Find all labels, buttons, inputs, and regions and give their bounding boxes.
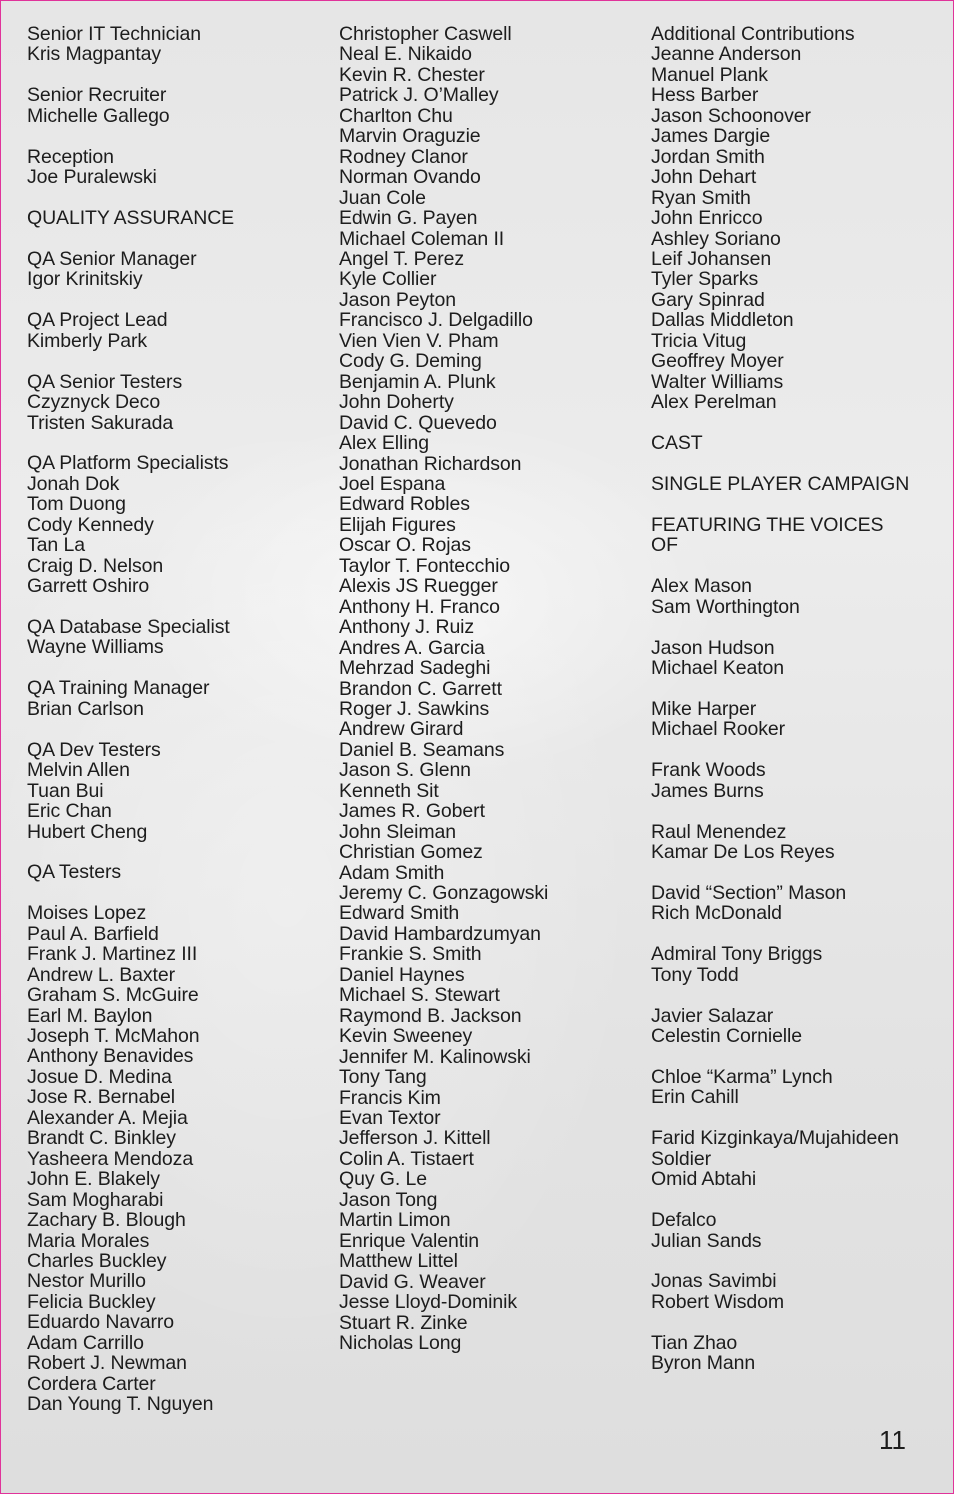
credit-line: Jose R. Bernabel [27,1086,175,1109]
credit-heading: Chloe “Karma” Lynch [651,1065,833,1088]
credit-line: David G. Weaver [339,1270,486,1293]
credit-heading: David “Section” Mason [651,881,847,904]
credit-line: Brandon C. Garrett [339,677,502,700]
credit-line: Rodney Clanor [339,145,468,168]
credit-line: Jordan Smith [651,145,765,168]
credit-line: Ryan Smith [651,186,751,209]
credit-line: Felicia Buckley [27,1290,156,1313]
credit-line: Adam Smith [339,861,445,884]
credit-line: Nicholas Long [339,1332,462,1354]
credit-line: Jefferson J. Kittell [339,1127,491,1150]
credit-line: Angel T. Perez [339,247,465,270]
credit-line: Daniel Haynes [339,963,465,986]
credit-line: Robert J. Newman [27,1352,187,1375]
credit-line: Kyle Collier [339,268,437,291]
credit-line: Jason S. Glenn [339,759,471,782]
credit-line: Kimberly Park [27,329,148,352]
credit-heading: Senior IT Technician [27,23,201,45]
credit-line: Quy G. Le [339,1168,427,1191]
credit-line: Cody Kennedy [27,513,154,536]
credit-group [339,24,639,1353]
credit-line: Tony Tang [339,1066,427,1089]
credit-line: Alexis JS Ruegger [339,575,498,598]
credit-line: Charles Buckley [27,1250,167,1272]
credit-line: Norman Ovando [339,166,481,189]
credit-group [27,453,327,596]
credit-line: Colin A. Tistaert [339,1147,474,1170]
credit-group [651,883,941,924]
credit-line: Taylor T. Fontecchio [339,554,511,577]
credit-line: Kevin R. Chester [339,63,485,86]
credit-group [651,515,941,556]
credit-line: OF [651,534,678,557]
credit-heading: CAST [651,432,703,455]
credit-group [651,760,941,801]
credit-heading: Reception [27,145,114,168]
credit-group [651,1067,941,1108]
credit-line: Tom Duong [27,493,126,516]
credit-line: Sam Mogharabi [27,1188,164,1211]
credits-column-2 [339,24,639,1374]
credit-line: Elijah Figures [339,513,456,536]
credit-line: Julian Sands [651,1229,762,1252]
credit-heading: FEATURING THE VOICES [651,513,884,536]
credit-heading: QA Training Manager [27,677,210,700]
credit-line: Kevin Sweeney [339,1025,473,1048]
credit-line: Charlton Chu [339,104,453,127]
credit-line: Robert Wisdom [651,1290,785,1313]
credit-line: Ashley Soriano [651,227,781,250]
credit-line: Josue D. Medina [27,1065,172,1088]
credit-group [651,822,941,863]
credits-column-1 [27,24,327,1435]
credit-group [27,678,327,719]
credit-heading: Raul Menendez [651,820,787,843]
credit-line: Jeanne Anderson [651,43,802,66]
credit-line: John E. Blakely [27,1168,160,1191]
credit-heading: Jason Hudson [651,636,775,659]
credit-line: Evan Textor [339,1107,441,1130]
credit-line: Tuan Bui [27,779,104,802]
page-number: 11 [879,1425,906,1455]
credit-line: Roger J. Sawkins [339,697,490,720]
credit-line: Brandt C. Binkley [27,1127,176,1150]
credit-line: Neal E. Nikaido [339,43,472,66]
credit-group [651,576,941,617]
credit-line: Francis Kim [339,1086,441,1109]
credit-line: John Enricco [651,207,763,230]
credit-line: Daniel B. Seamans [339,738,505,761]
credit-line: Eduardo Navarro [27,1311,174,1334]
credit-line: Walter Williams [651,370,784,393]
credit-heading: Frank Woods [651,759,766,782]
credit-line: Tyler Sparks [651,268,759,291]
credit-line: Craig D. Nelson [27,554,164,577]
credit-heading: Jonas Savimbi [651,1270,777,1293]
credit-line: Cordera Carter [27,1372,156,1395]
credit-line: David Hambardzumyan [339,922,541,945]
credit-line: Wayne Williams [27,636,164,659]
credit-line: Omid Abtahi [651,1168,757,1191]
credit-line: Patrick J. O’Malley [339,84,499,107]
credit-line: Melvin Allen [27,759,130,782]
credit-line: Frankie S. Smith [339,943,482,966]
credit-group [27,740,327,842]
credit-line: David C. Quevedo [339,411,497,434]
credit-line: Marvin Oraguzie [339,125,481,148]
credit-heading: Additional Contributions [651,23,855,45]
credit-line: John Dehart [651,166,757,189]
credit-line: Hubert Cheng [27,820,148,843]
credit-line: Adam Carrillo [27,1331,144,1354]
credit-line: Michael S. Stewart [339,984,500,1007]
credit-line: Andrew L. Baxter [27,963,175,986]
credit-line: Geoffrey Moyer [651,350,784,373]
credit-line: Jonah Dok [27,472,120,495]
credit-line: Michael Keaton [651,656,785,679]
credit-line: Jonathan Richardson [339,452,522,475]
credit-line: Mehrzad Sadeghi [339,657,491,680]
credit-group [651,699,941,740]
credit-line: Gary Spinrad [651,288,765,311]
credit-line: John Sleiman [339,820,456,843]
credit-line: Rich McDonald [651,902,782,925]
credit-heading: Alex Mason [651,575,752,598]
credit-line: Tricia Vitug [651,329,747,352]
credit-line: Michael Rooker [651,718,786,741]
credit-line: Jason Tong [339,1188,438,1211]
credit-heading: Moises Lopez [27,902,147,925]
credit-line: Michael Coleman II [339,227,505,250]
credit-line: Earl M. Baylon [27,1004,153,1027]
credit-heading: Javier Salazar [651,1004,774,1027]
credit-line: Enrique Valentin [339,1229,480,1252]
credit-line: Michelle Gallego [27,104,170,127]
credit-line: Oscar O. Rojas [339,534,471,557]
credit-group [651,1006,941,1047]
credit-line: Raymond B. Jackson [339,1004,522,1027]
credit-group [651,1271,941,1312]
credit-line: Dan Young T. Nguyen [27,1393,214,1416]
credit-group [27,147,327,188]
credit-line: Nestor Murillo [27,1270,146,1293]
credit-heading: QA Testers [27,861,122,884]
credit-line: Cody G. Deming [339,350,482,373]
credit-line: Soldier [651,1147,711,1170]
credit-heading: Senior Recruiter [27,84,167,107]
credit-line: Dallas Middleton [651,309,794,332]
credit-group [651,944,941,985]
credit-line: Jennifer M. Kalinowski [339,1045,531,1068]
credit-heading: Tian Zhao [651,1331,738,1354]
credit-line: James R. Gobert [339,800,485,823]
credit-line: Byron Mann [651,1352,756,1375]
credit-line: Tristen Sakurada [27,411,174,434]
credit-heading: Farid Kizginkaya/Mujahideen [651,1127,899,1150]
credit-heading: QA Senior Manager [27,247,197,270]
credit-heading: QA Project Lead [27,309,168,332]
credit-group [651,638,941,679]
credit-line: Maria Morales [27,1229,150,1252]
credit-line: Kenneth Sit [339,779,439,802]
credit-line: Joseph T. McMahon [27,1025,200,1048]
credit-line: Martin Limon [339,1209,451,1232]
credit-group [651,1128,941,1189]
credit-heading: Admiral Tony Briggs [651,943,823,966]
credit-line: Czyznyck Deco [27,391,161,414]
credit-group [27,862,327,882]
credit-line: Kamar De Los Reyes [651,841,835,863]
credit-line: James Dargie [651,125,771,148]
credit-line: Yasheera Mendoza [27,1147,194,1170]
credit-line: Alex Elling [339,432,429,455]
credit-line: Manuel Plank [651,63,768,86]
credit-line: Edward Robles [339,493,470,516]
credit-line: Christian Gomez [339,841,483,864]
credit-line: Joel Espana [339,472,446,495]
credit-line: Andres A. Garcia [339,636,485,659]
credit-line: Brian Carlson [27,697,144,720]
credit-line: Frank J. Martinez III [27,943,198,966]
credit-line: Paul A. Barfield [27,922,159,945]
credit-group [651,24,941,413]
credit-group [27,249,327,290]
credit-line: Alexander A. Mejia [27,1106,188,1129]
credit-line: Matthew Littel [339,1250,458,1273]
credit-line: Jesse Lloyd-Dominik [339,1291,517,1314]
credit-line: Joe Puralewski [27,166,157,189]
credit-line: John Doherty [339,391,454,414]
credit-line: Tan La [27,534,85,557]
credit-line: Zachary B. Blough [27,1209,186,1232]
credit-line: Jason Schoonover [651,104,811,127]
credit-group [27,208,327,228]
credit-line: Vien Vien V. Pham [339,329,499,352]
credit-heading: SINGLE PLAYER CAMPAIGN [651,472,910,495]
credit-line: Anthony J. Ruiz [339,616,475,639]
credit-group [27,903,327,1414]
credit-group [27,24,327,65]
credit-group [651,1210,941,1251]
credit-group [651,474,941,494]
credit-line: Eric Chan [27,800,112,823]
credit-heading: QA Senior Testers [27,370,183,393]
credit-heading: QA Dev Testers [27,738,161,761]
credit-heading: QUALITY ASSURANCE [27,207,235,230]
credit-group [27,85,327,126]
credit-line: Edwin G. Payen [339,207,478,230]
credit-line: Graham S. McGuire [27,984,199,1007]
credit-line: Erin Cahill [651,1086,739,1109]
credit-line: Celestin Cornielle [651,1025,803,1048]
credit-line: Leif Johansen [651,247,772,270]
credit-heading: Defalco [651,1209,717,1232]
credit-heading: Mike Harper [651,697,757,720]
credit-line: Benjamin A. Plunk [339,370,496,393]
credit-line: Garrett Oshiro [27,575,150,598]
credit-line: Anthony Benavides [27,1045,194,1068]
credit-line: Edward Smith [339,902,460,925]
credit-line: James Burns [651,779,764,802]
credit-line: Jeremy C. Gonzagowski [339,882,549,905]
credit-group [27,372,327,433]
credit-line: Jason Peyton [339,288,456,311]
credit-line: Sam Worthington [651,595,800,618]
credit-line: Stuart R. Zinke [339,1311,468,1334]
credit-heading: QA Platform Specialists [27,452,229,475]
credit-group [651,1333,941,1374]
credit-line: Tony Todd [651,963,739,986]
credit-line: Anthony H. Franco [339,595,500,618]
credit-heading: QA Database Specialist [27,616,230,639]
credit-line: Igor Krinitskiy [27,268,143,291]
credit-line: Francisco J. Delgadillo [339,309,533,332]
credit-line: Hess Barber [651,84,759,107]
credit-line: Juan Cole [339,186,426,209]
credits-column-3 [651,24,941,1394]
credit-group [27,617,327,658]
credit-heading: Christopher Caswell [339,23,512,45]
credit-group [651,433,941,453]
credit-line: Alex Perelman [651,391,777,414]
credit-group [27,310,327,351]
credit-line: Kris Magpantay [27,43,162,66]
credit-line: Andrew Girard [339,718,464,741]
